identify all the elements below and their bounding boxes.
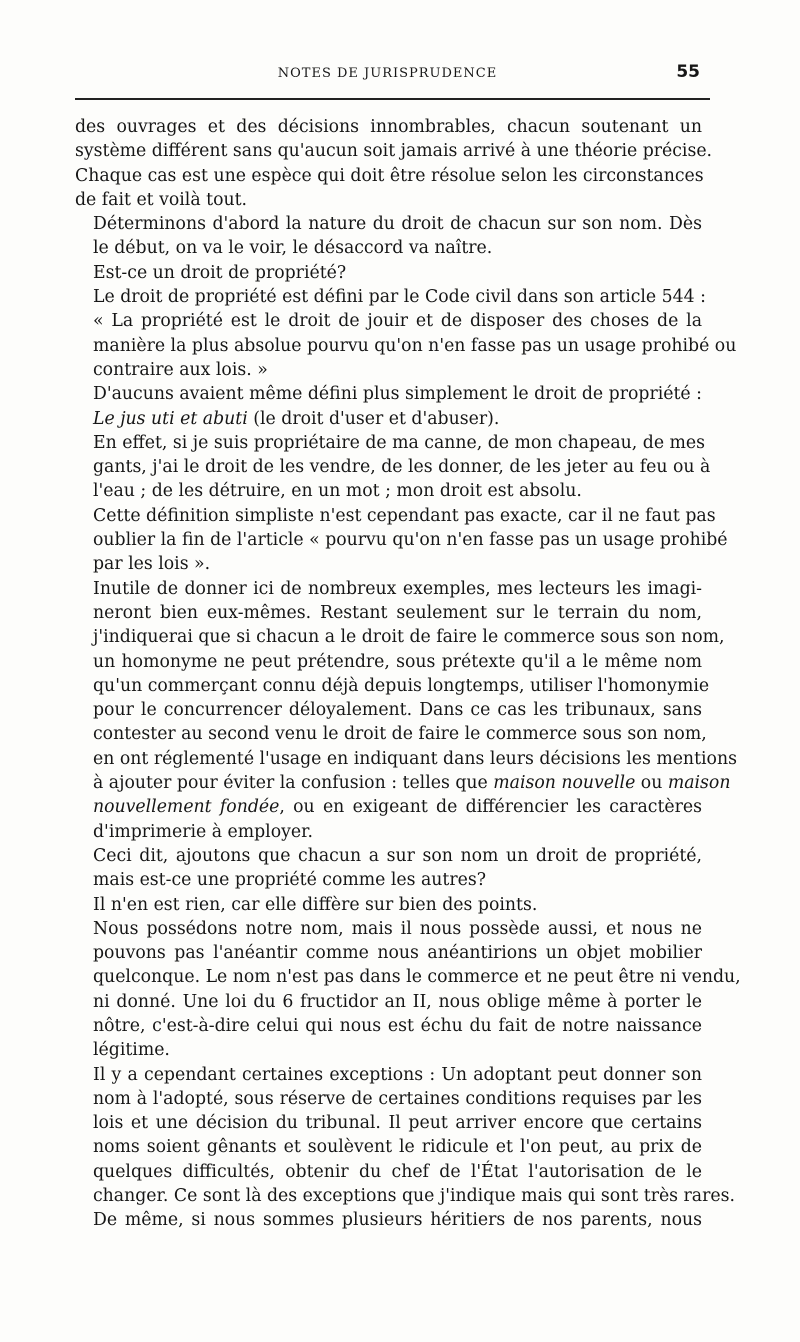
text-line: Chaque cas est une espèce qui doit être résolue selon les circonstances — [75, 165, 704, 186]
text-fragment: , ou en exigeant de différencier les caractères — [279, 797, 702, 818]
text-line: Le droit de propriété est défini par le Code civil dans son article 544 : — [93, 287, 706, 308]
paragraph-9 — [75, 844, 702, 893]
text-line: « La propriété est le droit de jouir et de disposer des choses de la — [93, 311, 702, 332]
page-number: 55 — [676, 62, 700, 82]
header-rule — [75, 98, 710, 100]
text-line: contester au second venu le droit de faire le commerce sous son nom, — [93, 724, 707, 745]
text-line: qu'un commerçant connu déjà depuis longtemps, utiliser l'homonymie — [93, 675, 710, 696]
text-line: système différent sans qu'aucun soit jamais arrivé à une théorie précise. — [75, 141, 713, 162]
text-line: de fait et voilà tout. — [75, 189, 248, 210]
text-line: neront bien eux-mêmes. Restant seulement sur le terrain du nom, — [93, 602, 702, 623]
text-line: changer. Ce sont là des exceptions que j'indique mais qui sont très rares. — [93, 1186, 735, 1207]
italic-term: maison — [667, 773, 731, 794]
text-line: Nous possédons notre nom, mais il nous possède aussi, et nous ne — [93, 918, 702, 939]
text-line: pouvons pas l'anéantir comme nous anéantirions un objet mobilier — [93, 943, 702, 964]
latin-maxim: Le jus uti et abuti — [93, 408, 248, 429]
text-line: ni donné. Une loi du 6 fructidor an II, nous oblige même à porter le — [93, 991, 702, 1012]
text-line: quelconque. Le nom n'est pas dans le commerce et ne peut être ni vendu, — [93, 967, 741, 988]
italic-term: maison nouvelle — [493, 773, 636, 794]
page-header — [75, 60, 700, 90]
text-line: j'indiquerai que si chacun a le droit de faire le commerce sous son nom, — [93, 627, 725, 648]
text-line: Est-ce un droit de propriété? — [93, 262, 347, 283]
text-line: légitime. — [93, 1040, 170, 1061]
text-line: mais est-ce une propriété comme les autres? — [93, 870, 486, 891]
text-fragment: à ajouter pour éviter la confusion : telles que — [93, 773, 494, 794]
text-line: Ceci dit, ajoutons que chacun a sur son nom un droit de propriété, — [93, 845, 702, 866]
text-line: De même, si nous sommes plusieurs héritiers de nos parents, nous — [93, 1210, 702, 1231]
text-line: En effet, si je suis propriétaire de ma canne, de mon chapeau, de mes — [93, 432, 706, 453]
paragraph-3 — [75, 261, 702, 285]
text-line: des ouvrages et des décisions innombrables, chacun soutenant un — [75, 117, 702, 137]
text-line: Déterminons d'abord la nature du droit de chacun sur son nom. Dès — [93, 214, 702, 235]
text-line: gants, j'ai le droit de les vendre, de les donner, de les jeter au feu ou à — [93, 457, 711, 478]
text-line — [75, 795, 702, 819]
text-fragment: ou — [635, 773, 668, 794]
text-line: Cette définition simpliste n'est cependant pas exacte, car il ne faut pas — [93, 505, 716, 526]
running-title: NOTES DE JURISPRUDENCE — [277, 66, 498, 81]
text-line: contraire aux lois. » — [93, 359, 268, 380]
paragraph-4 — [75, 285, 737, 382]
paragraph-1 — [75, 115, 713, 212]
text-line — [75, 771, 731, 795]
text-line: D'aucuns avaient même défini plus simplement le droit de propriété : — [93, 384, 702, 405]
text-line: Il n'en est rien, car elle diffère sur bien des points. — [93, 894, 538, 915]
paragraph-7 — [75, 504, 728, 577]
paragraph-11 — [75, 917, 741, 1063]
text-line: pour le concurrencer déloyalement. Dans ce cas les tribunaux, sans — [93, 700, 702, 721]
paragraph-12 — [75, 1063, 735, 1209]
italic-term: nouvellement fondée — [93, 797, 280, 818]
text-line: Inutile de donner ici de nombreux exemples, mes lecteurs les imagi- — [93, 578, 702, 599]
body-text — [75, 115, 741, 1233]
paragraph-10 — [75, 893, 702, 917]
text-line: oublier la fin de l'article « pourvu qu'on n'en fasse pas un usage prohibé — [93, 530, 728, 551]
text-line: un homonyme ne peut prétendre, sous prétexte qu'il a le même nom — [93, 651, 702, 672]
text-line: quelques difficultés, obtenir du chef de l'État l'autorisation de le — [93, 1161, 702, 1182]
text-line: par les lois ». — [93, 554, 211, 575]
paragraph-8 — [75, 577, 737, 844]
text-line: le début, on va le voir, le désaccord va naître. — [93, 238, 493, 259]
text-line: d'imprimerie à employer. — [93, 821, 313, 842]
text-line: en ont réglementé l'usage en indiquant dans leurs décisions les mentions — [93, 748, 737, 769]
text-line: lois et une décision du tribunal. Il peut arriver encore que certains — [93, 1113, 702, 1134]
text-line — [75, 407, 702, 431]
text-line: manière la plus absolue pourvu qu'on n'en fasse pas un usage prohibé ou — [93, 335, 737, 356]
text-line: nôtre, c'est-à-dire celui qui nous est échu du fait de notre naissance — [93, 1015, 702, 1036]
text-fragment: (le droit d'user et d'abuser). — [247, 408, 500, 429]
paragraph-13 — [75, 1208, 702, 1232]
paragraph-6 — [75, 431, 711, 504]
text-line: l'eau ; de les détruire, en un mot ; mon droit est absolu. — [93, 481, 582, 502]
paragraph-2 — [75, 212, 702, 261]
text-line: noms soient gênants et soulèvent le ridicule et l'on peut, au prix de — [93, 1137, 702, 1158]
text-line: Il y a cependant certaines exceptions : Un adoptant peut donner son — [93, 1064, 702, 1085]
paragraph-5 — [75, 382, 702, 431]
text-line: nom à l'adopté, sous réserve de certaines conditions requises par les — [93, 1088, 702, 1109]
